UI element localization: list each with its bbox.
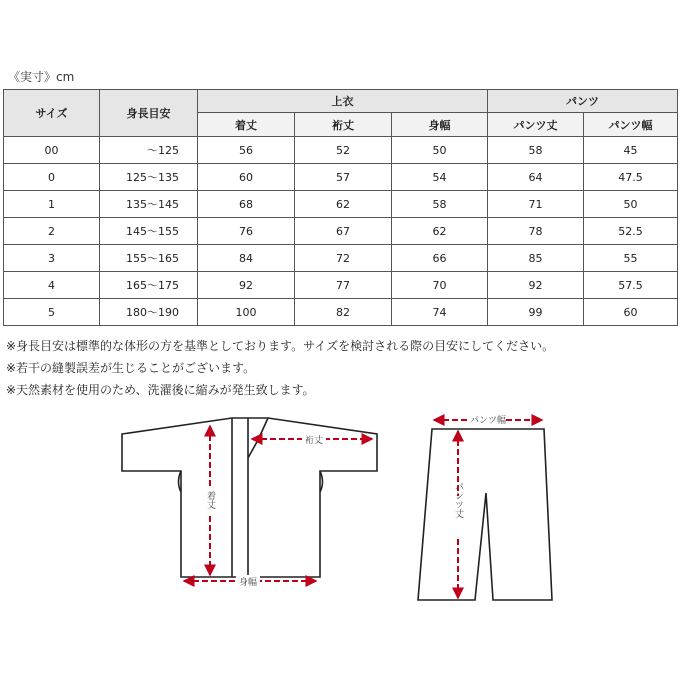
cell-top-length: 76 [198, 218, 295, 245]
cell-body-width: 62 [392, 218, 488, 245]
jacket-illustration [122, 418, 377, 577]
cell-pants-width: 52.5 [584, 218, 678, 245]
table-row [4, 299, 678, 326]
size-table [3, 89, 678, 326]
cell-sleeve-length: 77 [295, 272, 392, 299]
table-row [4, 164, 678, 191]
cell-sleeve-length: 72 [295, 245, 392, 272]
header-group-pants: パンツ [488, 90, 678, 113]
cell-height-guide: 125～135 [100, 164, 198, 191]
header-body-width: 身幅 [392, 113, 488, 137]
cell-pants-width: 55 [584, 245, 678, 272]
table-row [4, 191, 678, 218]
cell-body-width: 74 [392, 299, 488, 326]
cell-size: 3 [4, 245, 100, 272]
cell-pants-width: 57.5 [584, 272, 678, 299]
cell-top-length: 68 [198, 191, 295, 218]
cell-sleeve-length: 67 [295, 218, 392, 245]
notes [6, 335, 554, 401]
header-size: サイズ [4, 90, 100, 137]
unit-caption: 《実寸》cm [8, 70, 75, 84]
pants-illustration [418, 429, 552, 600]
measurement-diagram [0, 400, 680, 680]
label-pants-width: パンツ幅 [469, 416, 507, 426]
cell-top-length: 84 [198, 245, 295, 272]
cell-pants-width: 50 [584, 191, 678, 218]
note-height-guide: ※身長目安は標準的な体形の方を基準としております。サイズを検討される際の目安にしてください。 [6, 339, 555, 353]
cell-pants-length: 85 [488, 245, 584, 272]
cell-pants-width: 45 [584, 137, 678, 164]
cell-body-width: 66 [392, 245, 488, 272]
cell-body-width: 58 [392, 191, 488, 218]
cell-top-length: 92 [198, 272, 295, 299]
cell-pants-length: 78 [488, 218, 584, 245]
cell-height-guide: 180～190 [100, 299, 198, 326]
label-sleeve-length: 裄丈 [304, 436, 324, 446]
label-body-width: 身幅 [238, 578, 258, 588]
header-height-guide: 身長目安 [100, 90, 198, 137]
header-pants-length: パンツ丈 [488, 113, 584, 137]
cell-size: 4 [4, 272, 100, 299]
cell-sleeve-length: 57 [295, 164, 392, 191]
cell-top-length: 60 [198, 164, 295, 191]
header-group-top: 上衣 [198, 90, 488, 113]
cell-body-width: 70 [392, 272, 488, 299]
cell-sleeve-length: 52 [295, 137, 392, 164]
cell-size: 5 [4, 299, 100, 326]
cell-pants-length: 64 [488, 164, 584, 191]
cell-pants-length: 99 [488, 299, 584, 326]
cell-size: 2 [4, 218, 100, 245]
label-pants-length: パンツ丈 [453, 482, 463, 518]
table-row [4, 218, 678, 245]
cell-size: 0 [4, 164, 100, 191]
cell-height-guide: 155～165 [100, 245, 198, 272]
header-sleeve-length: 裄丈 [295, 113, 392, 137]
cell-top-length: 56 [198, 137, 295, 164]
cell-height-guide: 135～145 [100, 191, 198, 218]
cell-height-guide: 145～155 [100, 218, 198, 245]
cell-sleeve-length: 62 [295, 191, 392, 218]
header-top-length: 着丈 [198, 113, 295, 137]
cell-sleeve-length: 82 [295, 299, 392, 326]
cell-height-guide: 165～175 [100, 272, 198, 299]
table-row [4, 272, 678, 299]
header-pants-width: パンツ幅 [584, 113, 678, 137]
cell-pants-length: 58 [488, 137, 584, 164]
table-row [4, 245, 678, 272]
label-top-length: 着丈 [205, 491, 215, 509]
cell-pants-width: 60 [584, 299, 678, 326]
cell-pants-length: 71 [488, 191, 584, 218]
cell-body-width: 54 [392, 164, 488, 191]
table-body [4, 137, 678, 326]
cell-pants-length: 92 [488, 272, 584, 299]
note-sewing-error: ※若干の縫製誤差が生じることがございます。 [6, 361, 256, 375]
cell-height-guide: ～125 [100, 137, 198, 164]
cell-top-length: 100 [198, 299, 295, 326]
note-shrinkage: ※天然素材を使用のため、洗濯後に縮みが発生致します。 [6, 383, 315, 397]
cell-size: 00 [4, 137, 100, 164]
cell-size: 1 [4, 191, 100, 218]
cell-pants-width: 47.5 [584, 164, 678, 191]
cell-body-width: 50 [392, 137, 488, 164]
table-row [4, 137, 678, 164]
